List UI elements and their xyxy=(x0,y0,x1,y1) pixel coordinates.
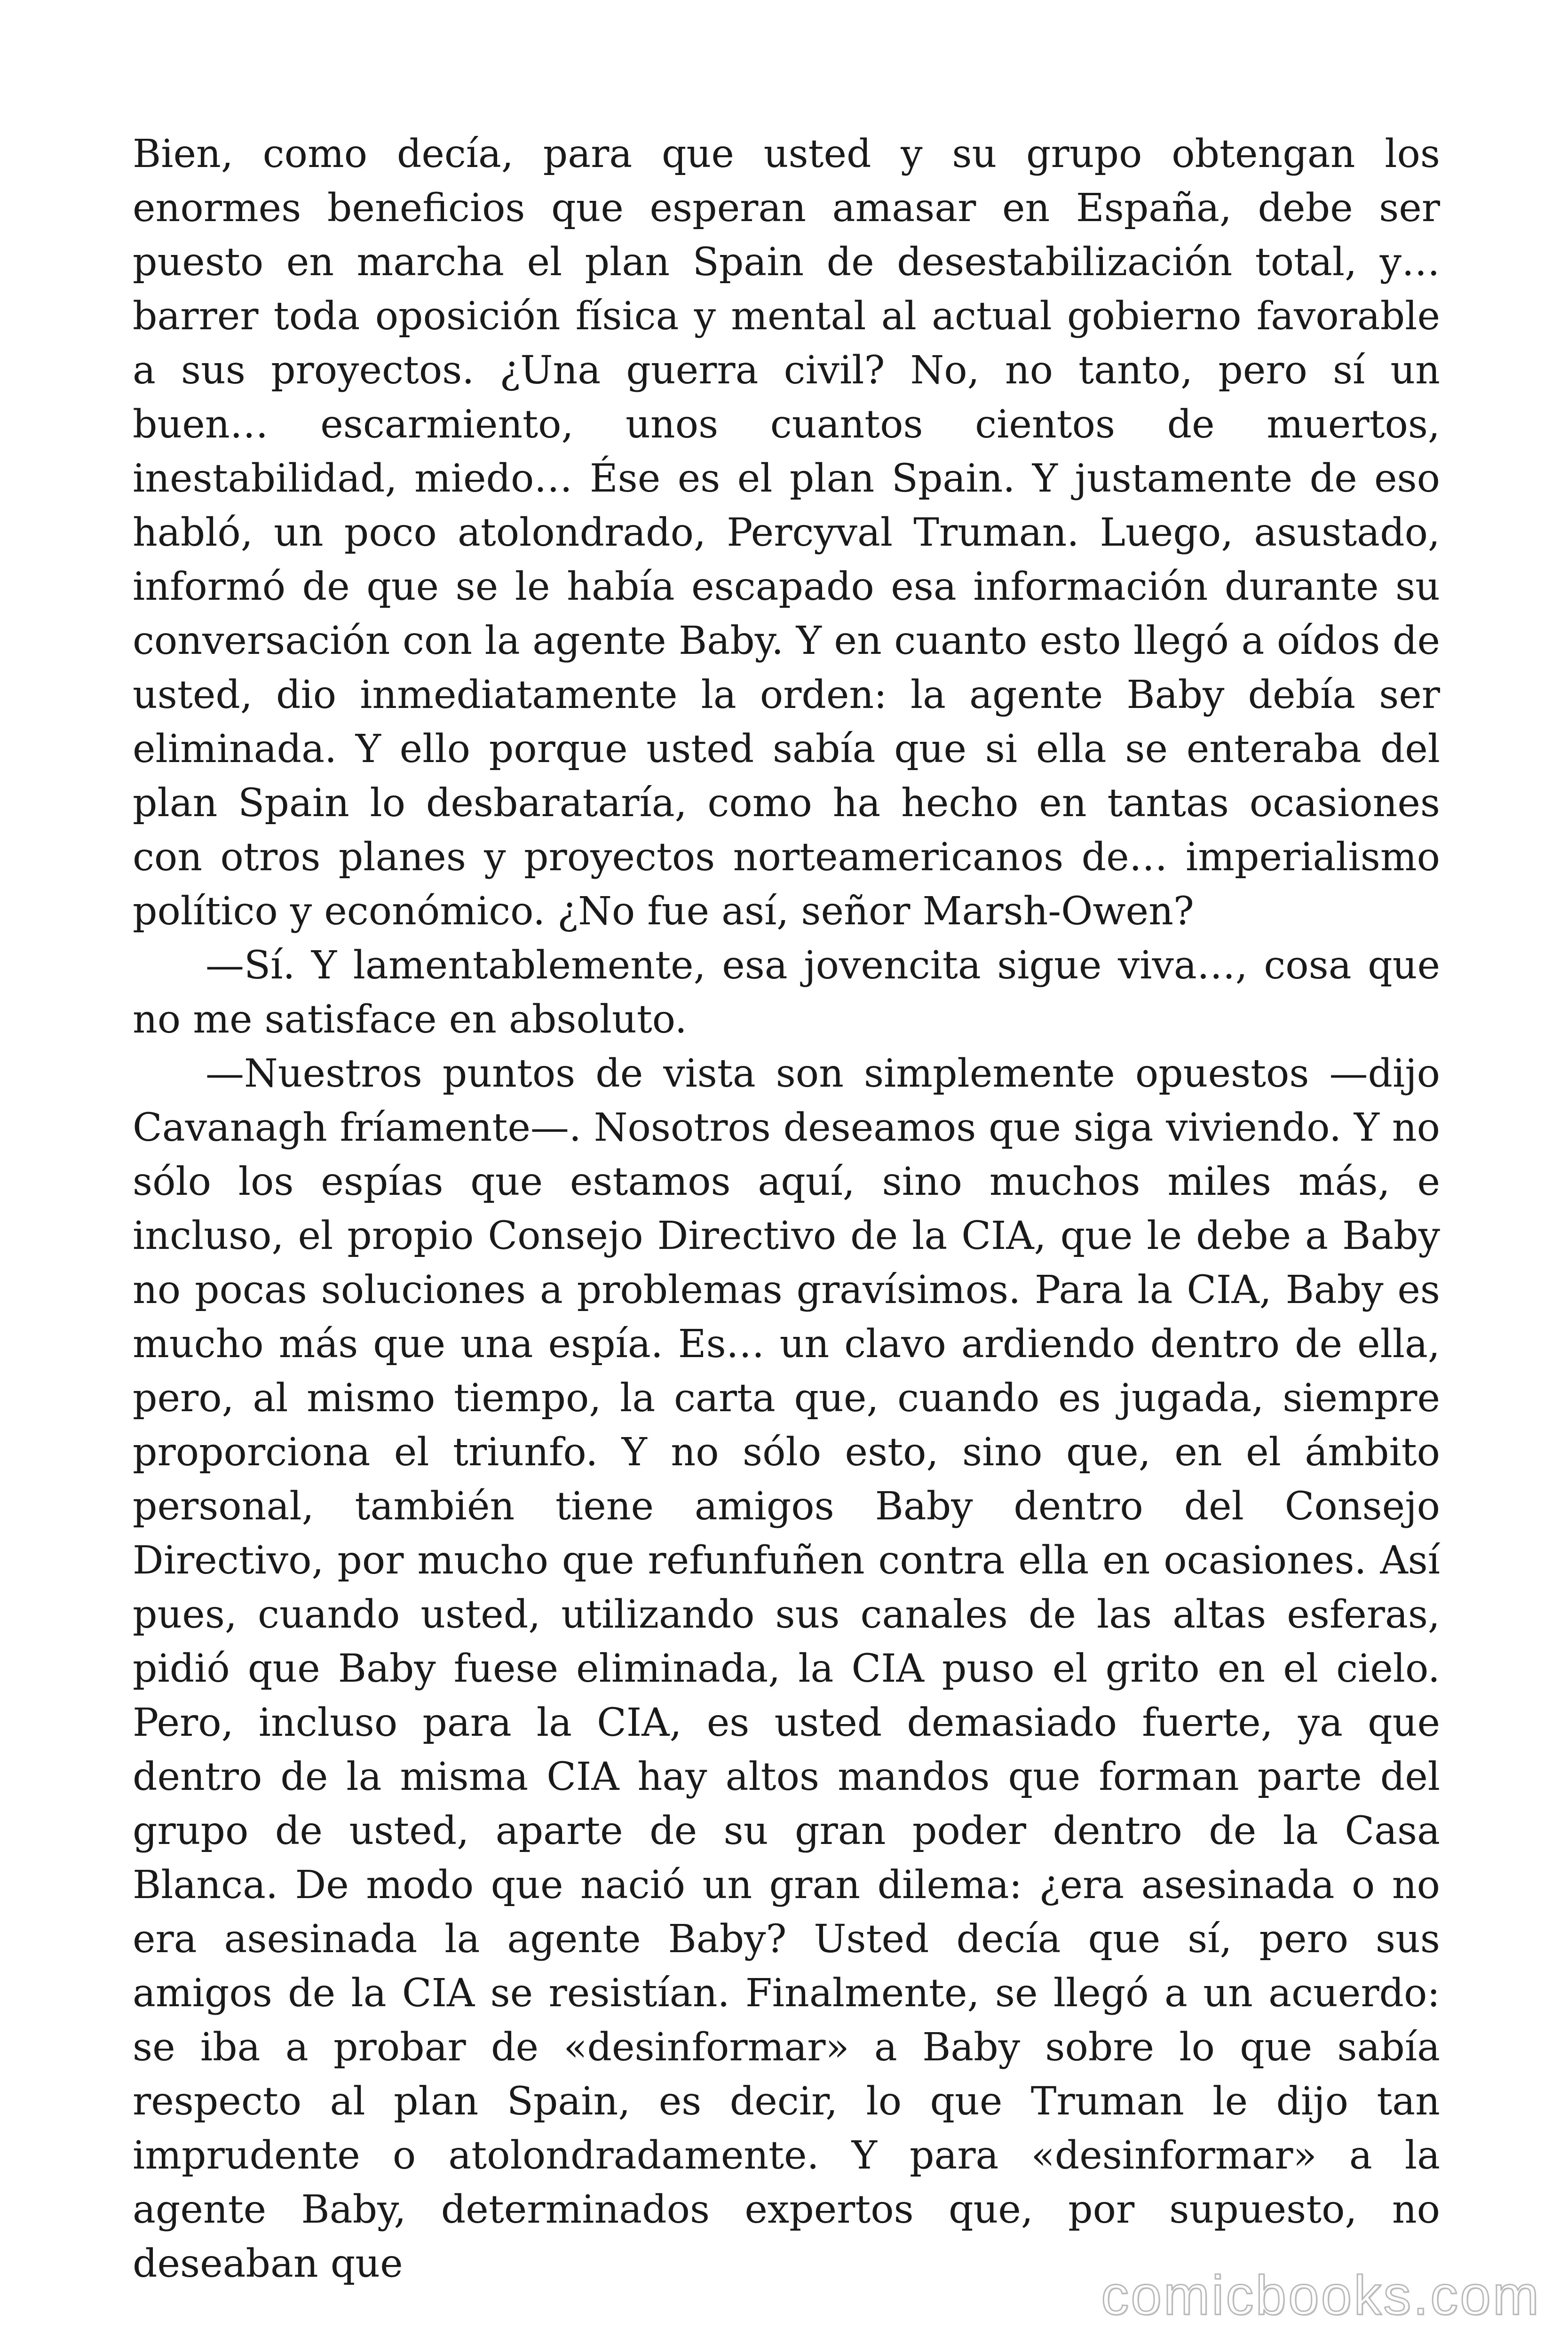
page-body xyxy=(133,127,1440,2291)
paragraph-3: —Nuestros puntos de vista son simplemente opuestos —dijo Cavanagh fríamente—. Nosotros deseamos que siga viviendo. Y no sólo los espías que estamos aquí, sino muchos miles más, e incluso, el propio Consejo Directivo de la CIA, que le debe a Baby no pocas soluciones a problemas gravísimos. Para la CIA, Baby es mucho más que una espía. Es… un clavo ardiendo dentro de ella, pero, al mismo tiempo, la carta que, cuando es jugada, siempre proporciona el triunfo. Y no sólo esto, sino que, en el ámbito personal, también tiene amigos Baby dentro del Consejo Directivo, por mucho que refunfuñen contra ella en ocasiones. Así pues, cuando usted, utilizando sus canales de las altas esferas, pidió que Baby fuese eliminada, la CIA puso el grito en el cielo. Pero, incluso para la CIA, es usted demasiado fuerte, ya que dentro de la misma CIA hay altos mandos que forman parte del grupo de usted, aparte de su gran poder dentro de la Casa Blanca. De modo que nació un gran dilema: ¿era asesinada o no era asesinada la agente Baby? Usted decía que sí, pero sus amigos de la CIA se resistían. Finalmente, se llegó a un acuerdo: se iba a probar de «desinformar» a Baby sobre lo que sabía respecto al plan Spain, es decir, lo que Truman le dijo tan imprudente o atolondradamente. Y para «desinformar» a la agente Baby, determinados expertos que, por supuesto, no deseaban que xyxy=(133,1051,1440,2286)
paragraph-1: Bien, como decía, para que usted y su grupo obtengan los enormes beneficios que esperan amasar en España, debe ser puesto en marcha el plan Spain de desestabilización total, y… barrer toda oposición física y mental al actual gobierno favorable a sus proyectos. ¿Una guerra civil? No, no tanto, pero sí un buen… escarmiento, unos cuantos cientos de muertos, inestabilidad, miedo… Ése es el plan Spain. Y justamente de eso habló, un poco atolondrado, Percyval Truman. Luego, asustado, informó de que se le había escapado esa información durante su conversación con la agente Baby. Y en cuanto esto llegó a oídos de usted, dio inmediatamente la orden: la agente Baby debía ser eliminada. Y ello porque usted sabía que si ella se enteraba del plan Spain lo desbarataría, como ha hecho en tantas ocasiones con otros planes y proyectos norteamericanos de… imperialismo político y económico. ¿No fue así, señor Marsh-Owen? xyxy=(133,132,1440,934)
watermark-logo: comicbooks.com xyxy=(1101,2265,1541,2327)
paragraph-2: —Sí. Y lamentablemente, esa jovencita sigue viva…, cosa que no me satisface en absoluto. xyxy=(133,943,1440,1042)
